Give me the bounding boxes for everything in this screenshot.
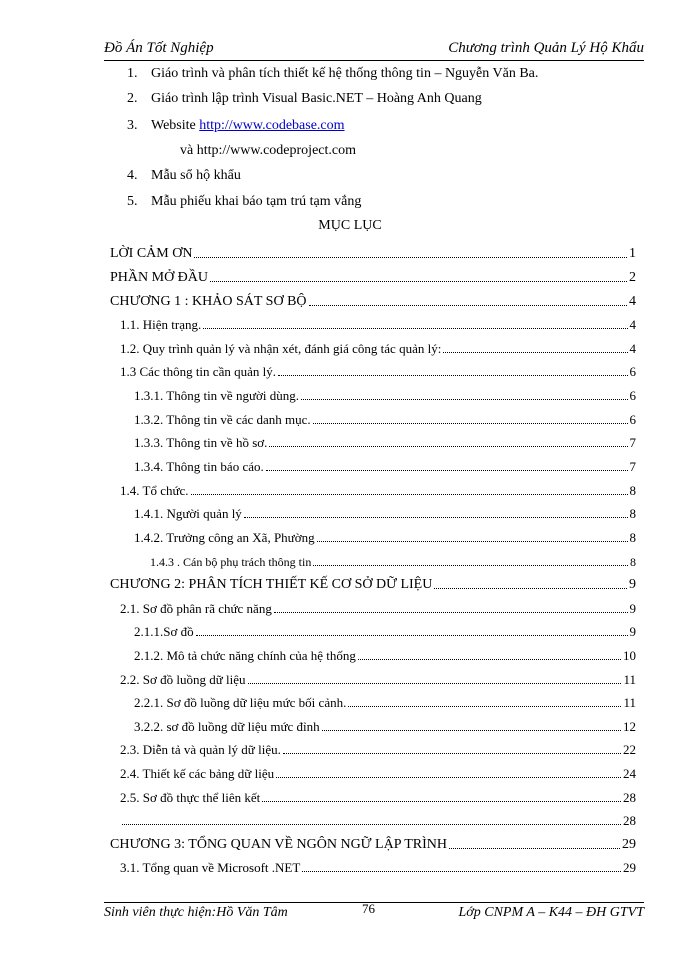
toc-entry[interactable]: 1.3 Các thông tin cần quản lý. 6 — [120, 364, 636, 379]
toc-entry[interactable]: 2.5. Sơ đồ thực thể liên kết 28 — [120, 790, 636, 805]
toc-entry[interactable]: 1.4.3 . Cán bộ phụ trách thông tin 8 — [150, 555, 636, 569]
toc-entry[interactable]: 1.3.3. Thông tin về hồ sơ. 7 — [134, 435, 636, 450]
toc-entry[interactable]: CHƯƠNG 3: TỔNG QUAN VỀ NGÔN NGỮ LẬP TRÌNH 29 — [110, 837, 636, 852]
toc-entry[interactable]: 1.3.4. Thông tin báo cáo. 7 — [134, 459, 636, 474]
toc-entry[interactable]: 2.3. Diễn tả và quản lý dữ liệu. 22 — [120, 742, 636, 757]
toc-entry[interactable]: 2.1.1.Sơ đồ 9 — [134, 624, 636, 639]
toc-entry[interactable]: 2.2. Sơ đồ luồng dữ liệu 11 — [120, 672, 636, 687]
toc-title: MỤC LỤC — [318, 218, 382, 233]
toc-entry[interactable]: 1.4.2. Trưởng công an Xã, Phường 8 — [134, 530, 636, 545]
header-left: Đồ Án Tốt Nghiệp — [104, 40, 214, 56]
toc-entry[interactable]: 1.4. Tổ chức. 8 — [120, 483, 636, 498]
toc-entry[interactable]: CHƯƠNG 1 : KHẢO SÁT SƠ BỘ 4 — [110, 294, 636, 309]
toc-entry[interactable]: 28 — [120, 809, 636, 829]
toc-entry[interactable]: 2.1.2. Mô tả chức năng chính của hệ thống 10 — [134, 648, 636, 663]
toc-entry[interactable]: 1.2. Quy trình quản lý và nhận xét, đánh giá công tác quản lý: 4 — [120, 341, 636, 356]
reference-continuation: và http://www.codeproject.com — [180, 143, 356, 158]
website-link[interactable]: http://www.codebase.com — [199, 118, 345, 133]
page-footer — [104, 902, 644, 925]
toc-entry[interactable]: 3.1. Tổng quan về Microsoft .NET 29 — [120, 860, 636, 875]
page-header — [104, 38, 644, 61]
footer-right: Lớp CNPM A – K44 – ĐH GTVT — [458, 905, 644, 920]
toc-entry[interactable]: 2.4. Thiết kế các bảng dữ liệu 24 — [120, 766, 636, 781]
toc-entry[interactable]: CHƯƠNG 2: PHÂN TÍCH THIẾT KẾ CƠ SỞ DỮ LIỆU 9 — [110, 577, 636, 592]
footer-left: Sinh viên thực hiện:Hồ Văn Tâm — [104, 905, 288, 920]
header-right: Chương trình Quản Lý Hộ Khẩu — [448, 40, 644, 56]
toc-entry[interactable]: 1.3.1. Thông tin về người dùng. 6 — [134, 388, 636, 403]
toc-entry[interactable]: 1.1. Hiện trạng. 4 — [120, 317, 636, 332]
toc-entry[interactable]: 2.1. Sơ đồ phân rã chức năng 9 — [120, 601, 636, 616]
page-number: 76 — [362, 901, 375, 916]
toc-entry[interactable]: 1.4.1. Người quản lý 8 — [134, 506, 636, 521]
toc-entry[interactable]: PHẦN MỞ ĐẦU 2 — [110, 270, 636, 285]
toc-entry[interactable]: 2.2.1. Sơ đồ luồng dữ liệu mức bối cảnh. 11 — [134, 695, 636, 710]
toc-entry[interactable]: LỜI CẢM ƠN 1 — [110, 246, 636, 261]
toc-entry[interactable]: 3.2.2. sơ đồ luồng dữ liệu mức đỉnh 12 — [134, 719, 636, 734]
toc-entry[interactable]: 1.3.2. Thông tin về các danh mục. 6 — [134, 412, 636, 427]
